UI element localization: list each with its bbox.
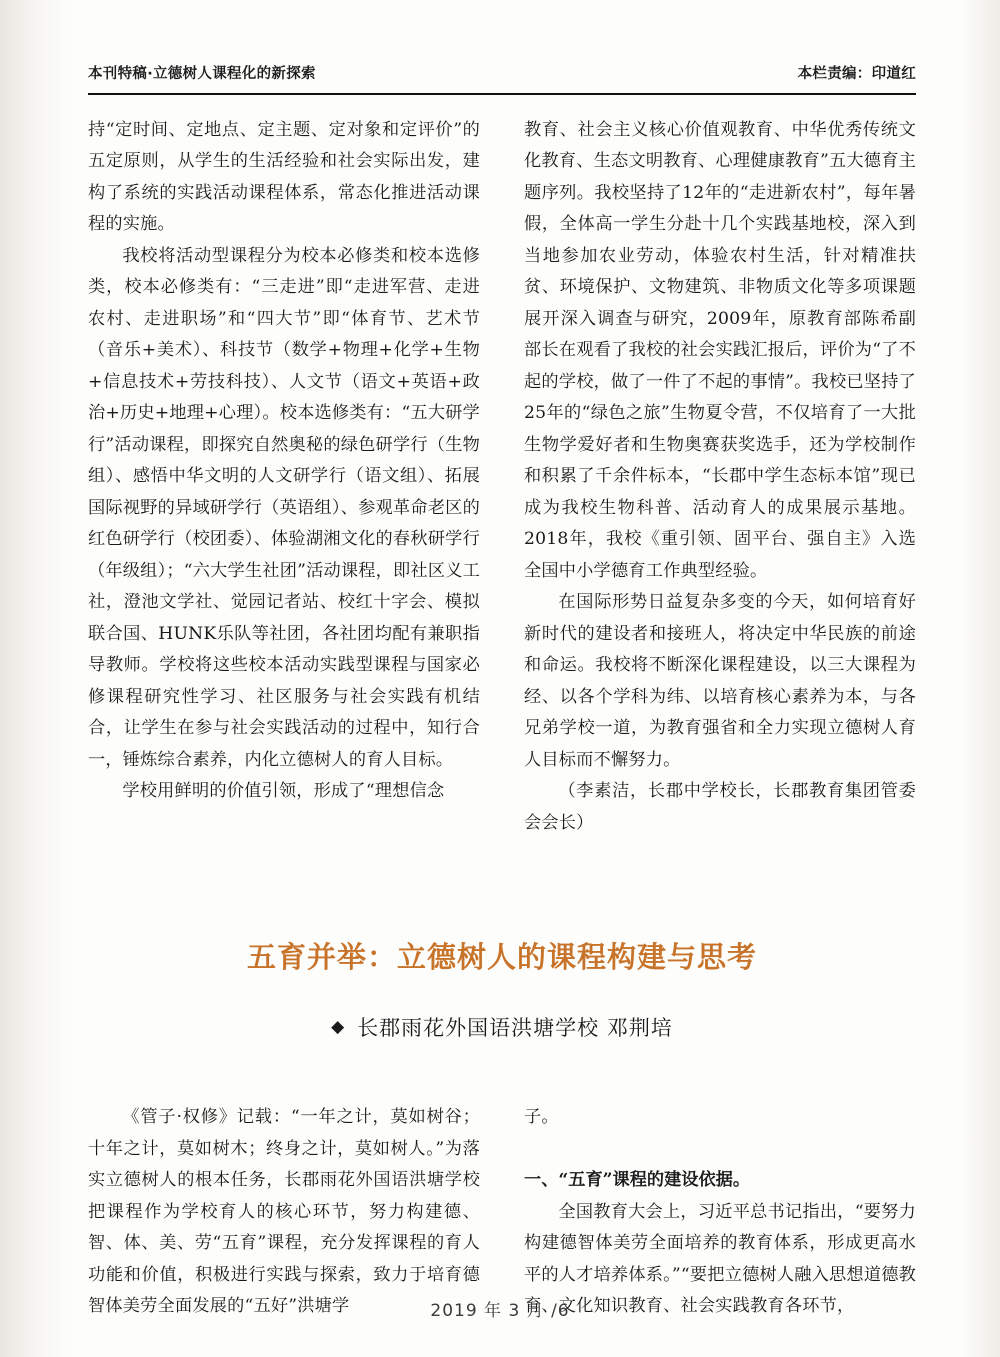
page-footer: 2019 年 3 月 /6 [430,1301,570,1321]
article2-left-column [88,1102,480,1323]
running-head-left: 本刊特稿·立德树人课程化的新探索 [88,66,316,82]
editor-name: 印道红 [871,65,916,82]
article2-columns [88,1102,916,1323]
running-head-right [798,62,916,83]
header-rule [88,93,916,95]
column-spacer [524,1134,916,1166]
paragraph-continuation: 子。 [524,1107,559,1128]
paragraph: 教育、社会主义核心价值观教育、中华优秀传统文化教育、生态文明教育、心理健康教育”五大德育主题序列。我校坚持了12年的“走进新农村”，每年暑假，全体高一学生分赴十几个实践基地校，深入到当地参加农业劳动，体验农村生活，针对精准扶贫、环境保护、文物建筑、非物质文化等多项课题展开深入调查与研究，2009年，原教育部陈希副部长在观看了我校的社会实践汇报后，评价为“了不起的学校，做了一件了不起的事情”。我校已坚持了25年的“绿色之旅”生物夏令营，不仅培育了一大批生物学爱好者和生物奥赛获奖选手，还为学校制作和积累了千余件标本，“长郡中学生态标本馆”现已成为我校生物科普、活动育人的成果展示基地。2018年，我校《重引领、固平台、强自主》入选全国中小学德育工作典型经验。 [524,119,916,581]
paragraph: 我校将活动型课程分为校本必修类和校本选修类，校本必修类有：“三走进”即“走进军营、走进农村、走进职场”和“四大节”即“体育节、艺术节（音乐+美术）、科技节（数学+物理+化学+生物+信息技术+劳技科技）、人文节（语文+英语+政治+历史+地理+心理）。校本选修类有：“五大研学行”活动课程，即探究自然奥秘的绿色研学行（生物组）、感悟中华文明的人文研学行（语文组）、拓展国际视野的异域研学行（英语组）、参观革命老区的红色研学行（校团委）、体验湖湘文化的春秋研学行（年级组）；“六大学生社团”活动课程，即社区义工社，澄池文学社、觉园记者站、校红十字会、模拟联合国、HUNK乐队等社团，各社团均配有兼职指导教师。学校将这些校本活动实践型课程与国家必修课程研究性学习、社区服务与社会实践有机结合，让学生在参与社会实践活动的过程中，知行合一，锤炼综合素养，内化立德树人的育人目标。 [88,245,480,770]
byline-text: 长郡雨花外国语洪塘学校 邓荆培 [357,1016,673,1041]
paragraph: 《管子·权修》记载：“一年之计，莫如树谷；十年之计，莫如树木；终身之计，莫如树人。”为落实立德树人的根本任务，长郡雨花外国语洪塘学校把课程作为学校育人的核心环节，努力构建德、智、体、美、劳“五育”课程，充分发挥课程的育人功能和价值，积极进行实践与探索，致力于培育德智体美劳全面发展的“五好”洪塘学 [88,1107,480,1317]
diamond-icon: ◆ [331,1017,346,1038]
section-heading: 一、“五育”课程的建设依据。 [524,1170,751,1191]
article2-title: 五育并举：立德树人的课程构建与思考 [246,940,757,975]
paragraph-author-note: （李素洁，长郡中学校长，长郡教育集团管委会会长） [524,781,916,833]
article2-byline [88,1012,916,1042]
editor-label: 本栏责编： [797,66,872,82]
article1-left-column [88,115,480,840]
page-content [88,62,916,1323]
paragraph: 全国教育大会上，习近平总书记指出，“要努力构建德智体美劳全面培养的教育体系，形成更高水平的人才培养体系。”“要把立德树人融入思想道德教育、文化知识教育、社会实践教育各环节， [524,1201,916,1317]
article1-columns [88,115,916,840]
article1-right-column [524,115,916,840]
paragraph: 在国际形势日益复杂多变的今天，如何培育好新时代的建设者和接班人，将决定中华民族的前途和命运。我校将不断深化课程建设，以三大课程为经、以各个学科为纬、以培育核心素养为本，与各兄弟学校一道，为教育强省和全力实现立德树人育人目标而不懈努力。 [524,592,916,770]
article2-right-column [524,1102,916,1323]
paragraph: 持“定时间、定地点、定主题、定对象和定评价”的五定原则，从学生的生活经验和社会实际出发，建构了系统的实践活动课程体系，常态化推进活动课程的实施。 [88,119,480,235]
paragraph: 学校用鲜明的价值引领，形成了“理想信念 [122,781,445,802]
running-head [88,62,916,91]
